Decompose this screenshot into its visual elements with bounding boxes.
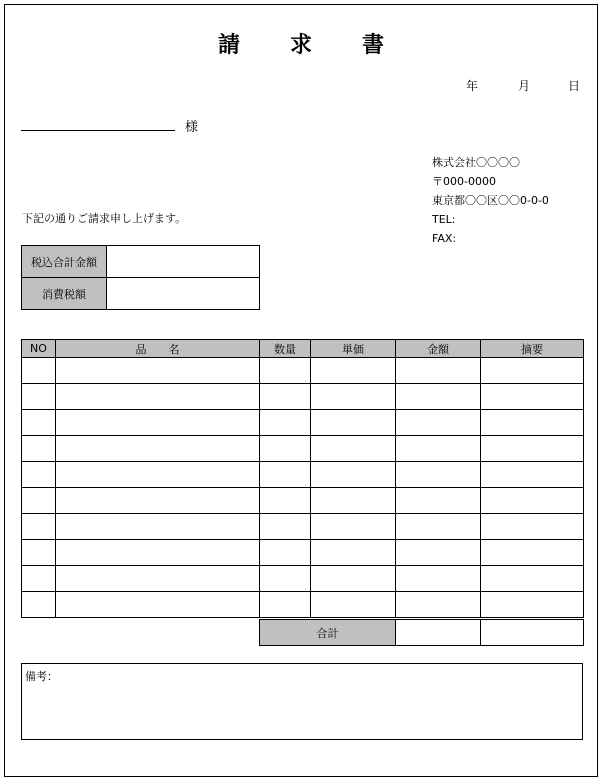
cell-no[interactable]: [22, 488, 56, 514]
cell-no[interactable]: [22, 514, 56, 540]
date-month: 月: [518, 79, 531, 93]
cell-amount[interactable]: [396, 410, 481, 436]
cell-amount[interactable]: [396, 514, 481, 540]
cell-unit-price[interactable]: [311, 540, 396, 566]
table-row: [22, 384, 584, 410]
title-char: 求: [289, 33, 314, 58]
summary-row: [22, 278, 260, 310]
table-row: [22, 436, 584, 462]
table-row: [22, 566, 584, 592]
cell-amount[interactable]: [396, 436, 481, 462]
cell-unit-price[interactable]: [311, 488, 396, 514]
cell-amount[interactable]: [396, 566, 481, 592]
cell-quantity[interactable]: [260, 436, 311, 462]
cell-item-name[interactable]: [56, 540, 260, 566]
header-unit-price: 単価: [311, 340, 396, 358]
cell-no[interactable]: [22, 592, 56, 618]
cell-unit-price[interactable]: [311, 384, 396, 410]
item-rows: [22, 358, 584, 618]
cell-remarks[interactable]: [481, 436, 584, 462]
header-amount: 金額: [396, 340, 481, 358]
cell-no[interactable]: [22, 566, 56, 592]
notes-box[interactable]: [21, 663, 583, 740]
cell-item-name[interactable]: [56, 462, 260, 488]
cell-item-name[interactable]: [56, 384, 260, 410]
cell-amount[interactable]: [396, 592, 481, 618]
cell-item-name[interactable]: [56, 488, 260, 514]
total-incl-tax-label: 税込合計金額: [22, 246, 107, 278]
cell-quantity[interactable]: [260, 540, 311, 566]
document-title: [0, 28, 604, 59]
issuer-block: [432, 153, 549, 248]
cell-remarks[interactable]: [481, 566, 584, 592]
header-item-name: 品 名: [56, 340, 260, 358]
cell-unit-price[interactable]: [311, 358, 396, 384]
header-no: NO: [22, 340, 56, 358]
cell-no[interactable]: [22, 358, 56, 384]
title-char: 書: [362, 33, 387, 58]
table-row: [22, 358, 584, 384]
company-fax: FAX:: [432, 232, 457, 245]
subtotal-label: 合計: [260, 620, 396, 646]
cell-item-name[interactable]: [56, 566, 260, 592]
total-incl-tax-value[interactable]: [107, 246, 260, 278]
cell-item-name[interactable]: [56, 410, 260, 436]
cell-amount[interactable]: [396, 358, 481, 384]
subtotal-remarks[interactable]: [481, 620, 584, 646]
cell-quantity[interactable]: [260, 488, 311, 514]
cell-quantity[interactable]: [260, 566, 311, 592]
header-remarks: 摘要: [481, 340, 584, 358]
total-table: [259, 619, 584, 646]
company-tel: TEL:: [432, 213, 456, 226]
cell-item-name[interactable]: [56, 358, 260, 384]
cell-quantity[interactable]: [260, 410, 311, 436]
items-table: [21, 339, 584, 618]
cell-remarks[interactable]: [481, 488, 584, 514]
cell-quantity[interactable]: [260, 384, 311, 410]
cell-item-name[interactable]: [56, 436, 260, 462]
cell-amount[interactable]: [396, 462, 481, 488]
cell-unit-price[interactable]: [311, 462, 396, 488]
company-name: 株式会社〇〇〇〇: [432, 156, 520, 169]
date-year: 年: [466, 79, 479, 93]
cell-remarks[interactable]: [481, 358, 584, 384]
cell-no[interactable]: [22, 462, 56, 488]
table-row: [22, 410, 584, 436]
date-day: 日: [568, 79, 581, 93]
title-char: 請: [217, 33, 242, 58]
consumption-tax-label: 消費税額: [22, 278, 107, 310]
header-quantity: 数量: [260, 340, 311, 358]
cell-unit-price[interactable]: [311, 592, 396, 618]
cell-remarks[interactable]: [481, 462, 584, 488]
cell-quantity[interactable]: [260, 358, 311, 384]
recipient-name-line[interactable]: [21, 130, 175, 131]
cell-amount[interactable]: [396, 384, 481, 410]
cell-no[interactable]: [22, 540, 56, 566]
table-row: [22, 514, 584, 540]
table-row: [22, 592, 584, 618]
table-row: [22, 462, 584, 488]
notes-label: 備考：: [25, 670, 58, 683]
cell-remarks[interactable]: [481, 384, 584, 410]
subtotal-amount[interactable]: [396, 620, 481, 646]
cell-amount[interactable]: [396, 488, 481, 514]
cell-no[interactable]: [22, 410, 56, 436]
cell-quantity[interactable]: [260, 514, 311, 540]
cell-unit-price[interactable]: [311, 410, 396, 436]
cell-remarks[interactable]: [481, 592, 584, 618]
cell-unit-price[interactable]: [311, 514, 396, 540]
company-address: 東京都〇〇区〇〇0-0-0: [432, 194, 549, 207]
cell-unit-price[interactable]: [311, 566, 396, 592]
table-row: [22, 540, 584, 566]
cell-remarks[interactable]: [481, 540, 584, 566]
cell-remarks[interactable]: [481, 410, 584, 436]
cell-item-name[interactable]: [56, 592, 260, 618]
cell-unit-price[interactable]: [311, 436, 396, 462]
company-postal: 〒000-0000: [432, 175, 496, 188]
total-row: [260, 620, 584, 646]
cell-item-name[interactable]: [56, 514, 260, 540]
cell-no[interactable]: [22, 384, 56, 410]
intro-text: 下記の通りご請求申し上げます。: [22, 212, 187, 225]
cell-quantity[interactable]: [260, 462, 311, 488]
cell-quantity[interactable]: [260, 592, 311, 618]
recipient-suffix: 様: [185, 120, 199, 135]
cell-remarks[interactable]: [481, 514, 584, 540]
items-header-row: [22, 340, 584, 358]
consumption-tax-value[interactable]: [107, 278, 260, 310]
table-row: [22, 488, 584, 514]
cell-amount[interactable]: [396, 540, 481, 566]
cell-no[interactable]: [22, 436, 56, 462]
summary-row: [22, 246, 260, 278]
summary-table: [21, 245, 260, 310]
